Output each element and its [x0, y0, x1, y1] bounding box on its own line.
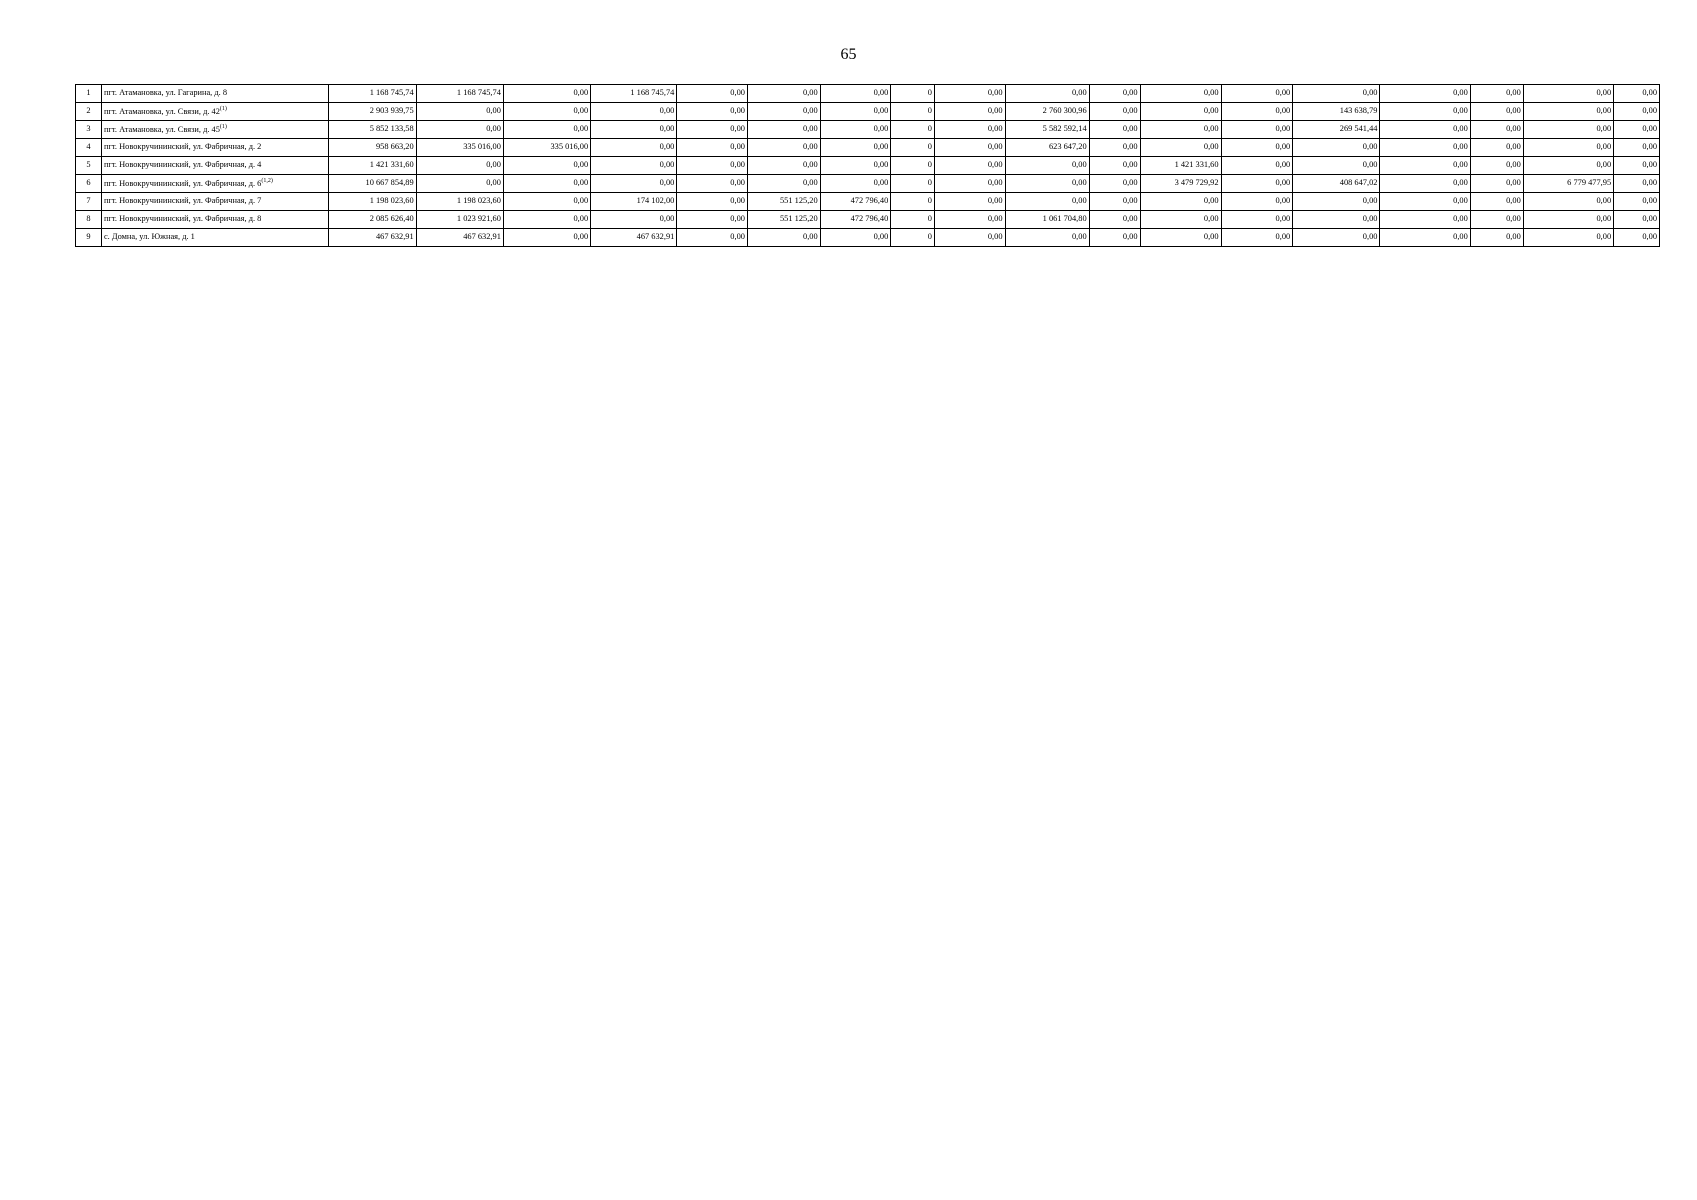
- value-cell: 0,00: [1614, 85, 1660, 103]
- value-cell: 0: [891, 139, 935, 157]
- value-cell: 0,00: [747, 103, 820, 121]
- value-cell: 1 198 023,60: [329, 193, 416, 211]
- value-cell: 0,00: [591, 157, 677, 175]
- value-cell: 0,00: [1221, 175, 1293, 193]
- value-cell: 1 421 331,60: [329, 157, 416, 175]
- value-cell: 0,00: [591, 175, 677, 193]
- value-cell: 0,00: [934, 157, 1005, 175]
- value-cell: 1 168 745,74: [591, 85, 677, 103]
- address-text: пгт. Новокручининский, ул. Фабричная, д. 4: [103, 160, 262, 170]
- address-cell: [101, 229, 328, 247]
- row-number-cell: 3: [76, 121, 102, 139]
- address-cell: [101, 121, 328, 139]
- address-cell: [101, 193, 328, 211]
- value-cell: 0,00: [1614, 103, 1660, 121]
- value-cell: 0,00: [1470, 85, 1523, 103]
- value-cell: 0,00: [1380, 157, 1470, 175]
- value-cell: 0,00: [1140, 121, 1221, 139]
- value-cell: 0,00: [820, 121, 891, 139]
- value-cell: 0,00: [1470, 211, 1523, 229]
- value-cell: 0,00: [1140, 85, 1221, 103]
- value-cell: 0: [891, 229, 935, 247]
- row-number-cell: 5: [76, 157, 102, 175]
- value-cell: 0,00: [747, 157, 820, 175]
- address-cell: [101, 157, 328, 175]
- value-cell: 0,00: [591, 103, 677, 121]
- value-cell: 0,00: [503, 157, 590, 175]
- value-cell: 0,00: [1221, 139, 1293, 157]
- value-cell: 0,00: [747, 229, 820, 247]
- address-text: с. Домна, ул. Южная, д. 1: [103, 232, 195, 242]
- value-cell: 0,00: [1293, 193, 1380, 211]
- value-cell: 0,00: [677, 157, 748, 175]
- value-cell: 0,00: [1293, 157, 1380, 175]
- value-cell: 0,00: [677, 85, 748, 103]
- value-cell: 0,00: [1089, 229, 1140, 247]
- value-cell: 0,00: [677, 121, 748, 139]
- value-cell: 0,00: [1221, 229, 1293, 247]
- value-cell: 0,00: [747, 139, 820, 157]
- value-cell: 0,00: [503, 229, 590, 247]
- value-cell: 0,00: [416, 121, 503, 139]
- value-cell: 0,00: [747, 121, 820, 139]
- value-cell: 0,00: [591, 139, 677, 157]
- value-cell: 0,00: [677, 175, 748, 193]
- value-cell: 5 582 592,14: [1005, 121, 1089, 139]
- value-cell: 0,00: [503, 121, 590, 139]
- value-cell: 0,00: [1614, 229, 1660, 247]
- table-row: [76, 175, 1660, 193]
- value-cell: 269 541,44: [1293, 121, 1380, 139]
- table-row: [76, 211, 1660, 229]
- value-cell: 0,00: [1380, 175, 1470, 193]
- value-cell: 0,00: [1523, 139, 1613, 157]
- value-cell: 0,00: [677, 103, 748, 121]
- value-cell: 551 125,20: [747, 211, 820, 229]
- value-cell: 0,00: [1614, 157, 1660, 175]
- value-cell: 0,00: [1089, 157, 1140, 175]
- value-cell: 0,00: [1380, 121, 1470, 139]
- value-cell: 0,00: [820, 229, 891, 247]
- value-cell: 0,00: [1089, 175, 1140, 193]
- value-cell: 467 632,91: [329, 229, 416, 247]
- address-cell: [101, 139, 328, 157]
- value-cell: 0,00: [1380, 229, 1470, 247]
- value-cell: 0,00: [1140, 103, 1221, 121]
- row-number-cell: 7: [76, 193, 102, 211]
- value-cell: 3 479 729,92: [1140, 175, 1221, 193]
- value-cell: 0,00: [416, 103, 503, 121]
- footnote-marker: (1): [219, 106, 227, 113]
- value-cell: 0,00: [1089, 139, 1140, 157]
- value-cell: 0,00: [1089, 121, 1140, 139]
- value-cell: 0,00: [503, 103, 590, 121]
- address-text: пгт. Новокручининский, ул. Фабричная, д. 2: [103, 142, 262, 152]
- value-cell: 0,00: [503, 85, 590, 103]
- value-cell: 0,00: [934, 103, 1005, 121]
- value-cell: 0,00: [1005, 193, 1089, 211]
- table-row: [76, 139, 1660, 157]
- table-row: [76, 229, 1660, 247]
- row-number-cell: 4: [76, 139, 102, 157]
- value-cell: 0,00: [1089, 103, 1140, 121]
- value-cell: 0,00: [1470, 175, 1523, 193]
- value-cell: 0,00: [934, 139, 1005, 157]
- value-cell: 174 102,00: [591, 193, 677, 211]
- value-cell: 0,00: [1140, 139, 1221, 157]
- value-cell: 0,00: [934, 85, 1005, 103]
- value-cell: 0,00: [677, 229, 748, 247]
- value-cell: 0,00: [677, 139, 748, 157]
- value-cell: 958 663,20: [329, 139, 416, 157]
- value-cell: 0: [891, 157, 935, 175]
- value-cell: 0,00: [934, 121, 1005, 139]
- value-cell: 0,00: [1614, 193, 1660, 211]
- value-cell: 0,00: [1523, 193, 1613, 211]
- value-cell: 0,00: [1140, 193, 1221, 211]
- value-cell: 0,00: [591, 121, 677, 139]
- value-cell: 1 061 704,80: [1005, 211, 1089, 229]
- value-cell: 0,00: [1523, 211, 1613, 229]
- value-cell: 335 016,00: [503, 139, 590, 157]
- value-cell: 0,00: [1140, 229, 1221, 247]
- address-text: пгт. Новокручининский, ул. Фабричная, д. 8: [103, 214, 262, 224]
- value-cell: 2 903 939,75: [329, 103, 416, 121]
- address-text: пгт. Атамановка, ул. Связи, д. 45: [103, 125, 220, 135]
- value-cell: 0,00: [1470, 193, 1523, 211]
- value-cell: 0,00: [1380, 139, 1470, 157]
- value-cell: 0: [891, 175, 935, 193]
- value-cell: 0,00: [503, 211, 590, 229]
- value-cell: 0,00: [1614, 121, 1660, 139]
- value-cell: 551 125,20: [747, 193, 820, 211]
- address-text: пгт. Новокручининский, ул. Фабричная, д. 6: [103, 179, 262, 189]
- value-cell: 472 796,40: [820, 193, 891, 211]
- value-cell: 467 632,91: [416, 229, 503, 247]
- value-cell: 0,00: [1221, 157, 1293, 175]
- value-cell: 0,00: [1221, 103, 1293, 121]
- value-cell: 0,00: [1005, 85, 1089, 103]
- address-cell: [101, 211, 328, 229]
- value-cell: 0: [891, 85, 935, 103]
- value-cell: 0: [891, 193, 935, 211]
- address-cell: [101, 175, 328, 193]
- value-cell: 0,00: [820, 157, 891, 175]
- value-cell: 0,00: [1470, 139, 1523, 157]
- value-cell: 0,00: [1380, 211, 1470, 229]
- value-cell: 0,00: [934, 211, 1005, 229]
- value-cell: 0,00: [1614, 211, 1660, 229]
- value-cell: 0: [891, 121, 935, 139]
- value-cell: 335 016,00: [416, 139, 503, 157]
- value-cell: 0,00: [1470, 157, 1523, 175]
- value-cell: 0,00: [820, 85, 891, 103]
- value-cell: 0,00: [1005, 175, 1089, 193]
- row-number-cell: 2: [76, 103, 102, 121]
- value-cell: 467 632,91: [591, 229, 677, 247]
- row-number-cell: 8: [76, 211, 102, 229]
- value-cell: 0,00: [820, 103, 891, 121]
- value-cell: 0,00: [1221, 193, 1293, 211]
- value-cell: 1 168 745,74: [416, 85, 503, 103]
- value-cell: 1 023 921,60: [416, 211, 503, 229]
- address-text: пгт. Атамановка, ул. Связи, д. 42: [103, 107, 220, 117]
- row-number-cell: 9: [76, 229, 102, 247]
- value-cell: 0,00: [1523, 103, 1613, 121]
- value-cell: 408 647,02: [1293, 175, 1380, 193]
- value-cell: 0,00: [591, 211, 677, 229]
- value-cell: 1 421 331,60: [1140, 157, 1221, 175]
- value-cell: 0,00: [747, 175, 820, 193]
- value-cell: 0,00: [1221, 211, 1293, 229]
- footnote-marker: (1): [219, 124, 227, 131]
- value-cell: 0,00: [1523, 85, 1613, 103]
- value-cell: 0,00: [1380, 103, 1470, 121]
- value-cell: 0,00: [416, 157, 503, 175]
- value-cell: 0,00: [934, 175, 1005, 193]
- value-cell: 0: [891, 211, 935, 229]
- value-cell: 0,00: [1470, 121, 1523, 139]
- value-cell: 0,00: [934, 229, 1005, 247]
- value-cell: 0,00: [820, 175, 891, 193]
- table-row: [76, 85, 1660, 103]
- address-text: пгт. Новокручининский, ул. Фабричная, д. 7: [103, 196, 262, 206]
- value-cell: 5 852 133,58: [329, 121, 416, 139]
- address-text: пгт. Атамановка, ул. Гагарина, д. 8: [103, 88, 228, 98]
- row-number-cell: 6: [76, 175, 102, 193]
- value-cell: 0,00: [1293, 85, 1380, 103]
- value-cell: 0: [891, 103, 935, 121]
- value-cell: 0,00: [1140, 211, 1221, 229]
- value-cell: 0,00: [416, 175, 503, 193]
- value-cell: 0,00: [1293, 229, 1380, 247]
- value-cell: 0,00: [934, 193, 1005, 211]
- program-table: [75, 84, 1660, 247]
- value-cell: 0,00: [677, 193, 748, 211]
- value-cell: 0,00: [1614, 175, 1660, 193]
- address-cell: [101, 85, 328, 103]
- value-cell: 0,00: [677, 211, 748, 229]
- value-cell: 6 779 477,95: [1523, 175, 1613, 193]
- value-cell: 0,00: [1523, 229, 1613, 247]
- value-cell: 0,00: [1293, 211, 1380, 229]
- value-cell: 0,00: [1221, 85, 1293, 103]
- value-cell: 0,00: [1523, 157, 1613, 175]
- value-cell: 0,00: [747, 85, 820, 103]
- value-cell: 0,00: [1005, 229, 1089, 247]
- page-number: 65: [840, 46, 857, 63]
- value-cell: 2 760 300,96: [1005, 103, 1089, 121]
- address-cell: [101, 103, 328, 121]
- value-cell: 0,00: [1523, 121, 1613, 139]
- value-cell: 10 667 854,89: [329, 175, 416, 193]
- row-number-cell: 1: [76, 85, 102, 103]
- value-cell: 143 638,79: [1293, 103, 1380, 121]
- value-cell: 0,00: [1614, 139, 1660, 157]
- value-cell: 0,00: [820, 139, 891, 157]
- value-cell: 0,00: [1005, 157, 1089, 175]
- value-cell: 0,00: [1470, 103, 1523, 121]
- value-cell: 0,00: [503, 175, 590, 193]
- value-cell: 0,00: [1470, 229, 1523, 247]
- value-cell: 2 085 626,40: [329, 211, 416, 229]
- value-cell: 1 198 023,60: [416, 193, 503, 211]
- value-cell: 0,00: [1089, 193, 1140, 211]
- value-cell: 0,00: [503, 193, 590, 211]
- value-cell: 0,00: [1089, 211, 1140, 229]
- value-cell: 0,00: [1380, 85, 1470, 103]
- value-cell: 623 647,20: [1005, 139, 1089, 157]
- value-cell: 1 168 745,74: [329, 85, 416, 103]
- table-row: [76, 157, 1660, 175]
- table-row: [76, 193, 1660, 211]
- value-cell: 0,00: [1221, 121, 1293, 139]
- footnote-marker: (1,2): [261, 178, 273, 185]
- table-row: [76, 103, 1660, 121]
- value-cell: 0,00: [1380, 193, 1470, 211]
- table-row: [76, 121, 1660, 139]
- value-cell: 0,00: [1293, 139, 1380, 157]
- value-cell: 0,00: [1089, 85, 1140, 103]
- value-cell: 472 796,40: [820, 211, 891, 229]
